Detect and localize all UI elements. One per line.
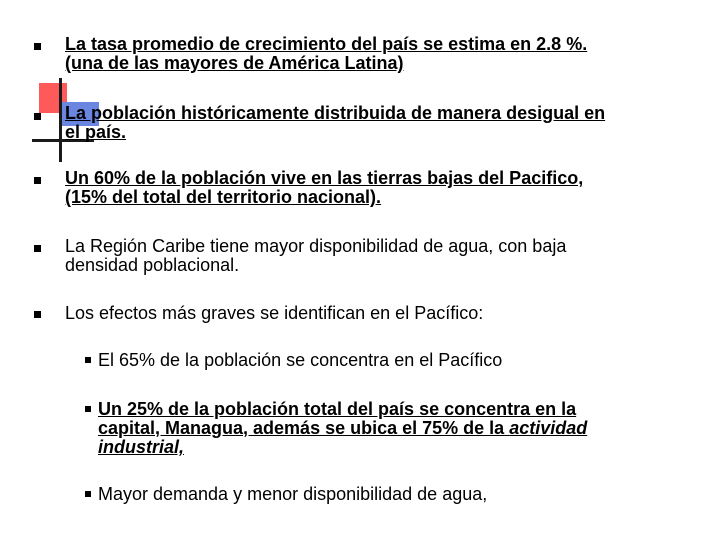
bullet-3-marker [34,177,41,184]
bullet-5-marker [34,311,41,318]
decor-vertical-line [59,78,62,162]
subbullet-2-text-italic: actividad industrial, [98,418,588,457]
bullet-4-marker [34,245,41,252]
bullet-1-marker [34,43,41,50]
subbullet-1-marker [85,357,91,363]
subbullet-1-text: El 65% de la población se concentra en el Pacífico [98,350,503,370]
bullet-2-text: La población históricamente distribuida de manera desigual en el país. [65,103,606,142]
bullet-4-text: La Región Caribe tiene mayor disponibilidad de agua, con baja densidad poblacional. [65,236,567,275]
subbullet-3-text: Mayor demanda y menor disponibilidad de agua, [98,484,488,504]
bullet-5-text: Los efectos más graves se identifican en el Pacífico: [65,303,484,323]
subbullet-3-marker [85,491,91,497]
bullet-1-text: La tasa promedio de crecimiento del país se estima en 2.8 %. (una de las mayores de América Latina) [65,34,588,73]
subbullet-2-text-plain: Un 25% de la población total del país se concentra en la capital, Managua, además se ubica el 75% de la [98,399,577,438]
subbullet-2-text [98,400,587,457]
subbullet-2-marker [85,406,91,412]
bullet-3-text: Un 60% de la población vive en las tierras bajas del Pacifico, (15% del total del territorio nacional). [65,168,584,207]
bullet-2-marker [34,113,41,120]
